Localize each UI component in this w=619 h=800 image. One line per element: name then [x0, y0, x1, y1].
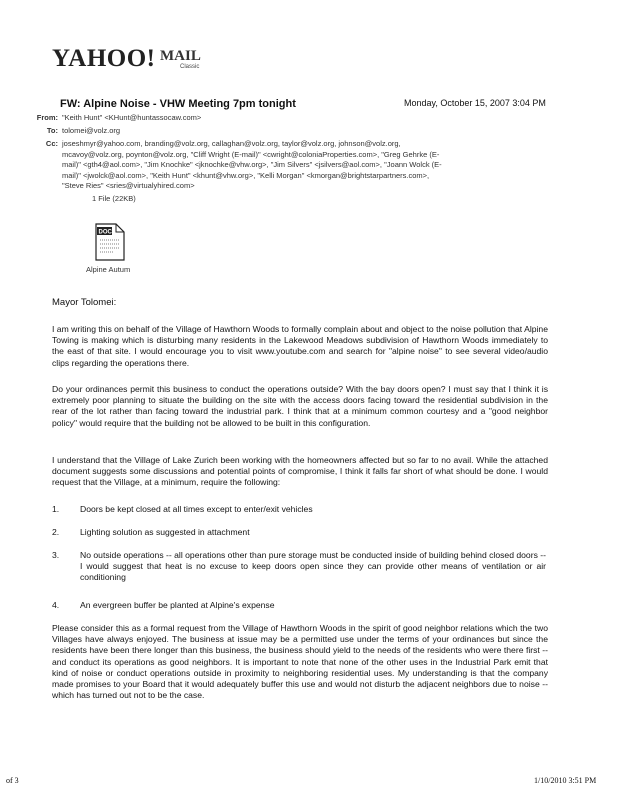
logo-edition: Classic [180, 64, 200, 70]
to-value[interactable]: tolomei@volz.org [62, 126, 121, 135]
list-number: 4. [52, 600, 60, 610]
to-label: To: [46, 126, 58, 135]
body-closing-paragraph: Please consider this as a formal request from the Village of Hawthorn Woods in the spirit of good neighbor relations which the two Villages have always enjoyed. The business at issue may be a permitted use under the terms of your ordinances but since the residents have been there longer than this business, the business should yield to the needs of the residents who were there first -- and conduct its operations as good neighbors. It is important to note that none of the other uses in the Industrial Park emit that kind of noise or conduct operations outside in proximity to neighboring residential uses. My understanding is that the company made promises to your Board that it would adequately buffer this use and would not disturb the adjacent neighbors due to noise -- which has turned out not to be the case. [52, 623, 548, 701]
from-value[interactable]: "Keith Hunt" <KHunt@huntassocaw.com> [62, 113, 202, 122]
email-date: Monday, October 15, 2007 3:04 PM [404, 98, 546, 108]
body-paragraph-2: Do your ordinances permit this business to conduct the operations outside? With the bay doors open? I must say that I think it is extremely poor planning to situate the building on the site with the access doors facing toward the residential subdivision in the rear of the lot rather than facing toward the industrial park. I think that at a minimum common courtesy and a "good neighbor policy" would require that the building not be allowed to be built in this configuration. [52, 384, 548, 428]
print-timestamp: 1/10/2010 3:51 PM [534, 776, 597, 785]
body-paragraph-1: I am writing this on behalf of the Village of Hawthorn Woods to formally complain about and object to the noise pollution that Alpine Towing is making which is disturbing many residents in the Lakewood Meadows subdivision of Hawthorn Woods immediately to the east of that site. I would encourage you to visit www.youtube.com and search for "alpine noise" to see several video/audio clips regarding the operations there. [52, 324, 548, 368]
cc-label: Cc: [45, 139, 58, 148]
attachment-count: 1 File (22KB) [92, 194, 136, 203]
yahoo-mail-logo [52, 45, 201, 72]
list-text: No outside operations -- all operations other than pure storage must be conducted inside of building behind closed doors -- I would suggest that heat is no excuse to keep doors open since they can provide other means of ventilation or air conditioning [80, 550, 546, 583]
list-text: Doors be kept closed at all times except to enter/exit vehicles [80, 504, 313, 514]
page-count: of 3 [6, 776, 19, 785]
body-paragraph-3: I understand that the Village of Lake Zurich been working with the homeowners affected but so far to no avail. While the attached document suggests some discussions and potential points of compromise, I think it falls far short of what should be done. I would request that the Village, at a minimum, require the following: [52, 455, 548, 488]
greeting: Mayor Tolomei: [52, 297, 117, 308]
email-subject: FW: Alpine Noise - VHW Meeting 7pm tonight [60, 98, 296, 110]
list-text: An evergreen buffer be planted at Alpine's expense [80, 600, 275, 610]
list-text: Lighting solution as suggested in attachment [80, 527, 250, 537]
list-number: 1. [52, 504, 60, 514]
cc-value[interactable]: joseshmyr@yahoo.com, branding@volz.org, callaghan@volz.org, taylor@volz.org, johnson@volz.org, mcavoy@volz.org, poynton@volz.org, "Cliff Wright (E-mail)" <cwright@coloniaProperties.com>, "Greg Gehrke (E-mail)" <gth4@aol.com>, "Jim Knochke" <jknochke@vhw.org>, "Jim Silvers" <jsilvers@aol.com>, "Joann Wolck (E-mail)" <jwolck@aol.com>, "Keith Hunt" <khunt@vhw.org>, "Kelli Morgan" <kmorgan@brightstarpartners.com>, "Steve Ries" <sries@virtualyhired.com> [62, 139, 442, 191]
document-file-icon[interactable] [94, 222, 126, 262]
attachment-name[interactable]: Alpine Autum [86, 265, 131, 274]
from-label: From: [36, 113, 58, 122]
logo-brand: YAHOO! [52, 45, 156, 72]
logo-product: MAIL [160, 48, 201, 64]
list-number: 2. [52, 527, 60, 537]
list-number: 3. [52, 550, 60, 560]
svg-text:DOC: DOC [98, 229, 112, 236]
